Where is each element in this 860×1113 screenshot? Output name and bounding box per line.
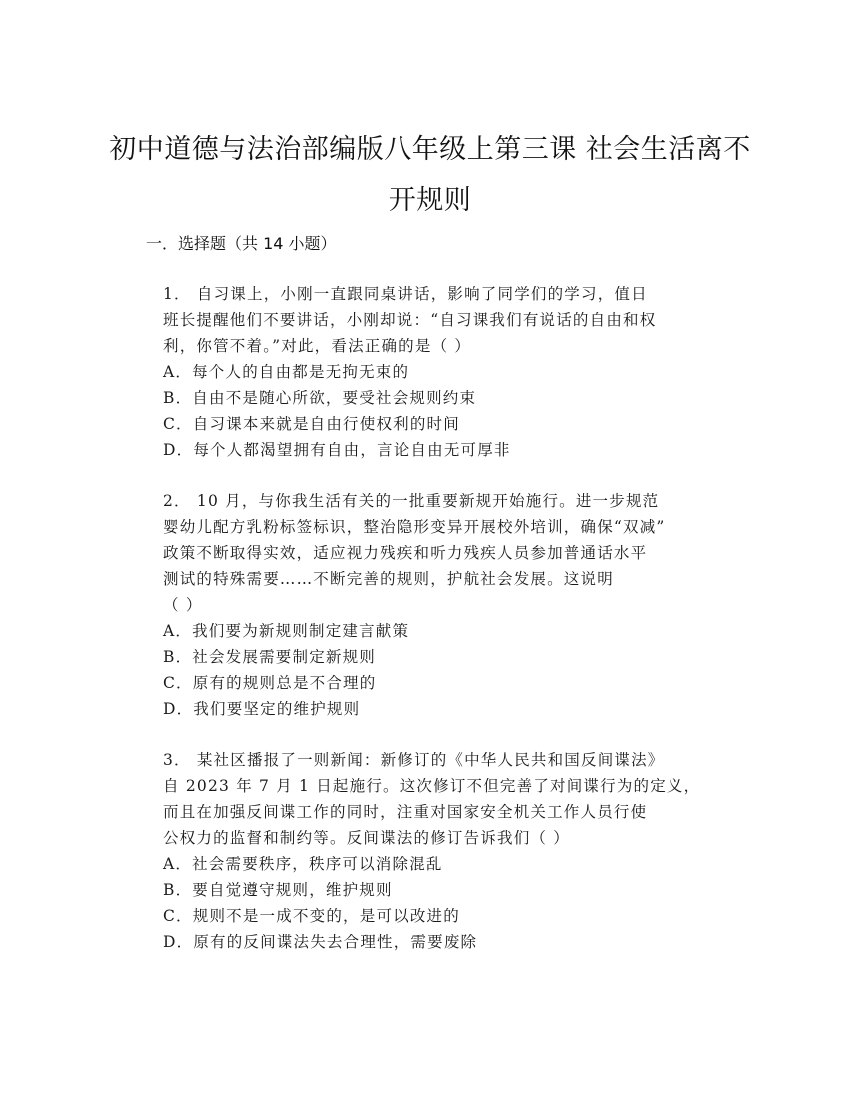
question-2-option-b: B．社会发展需要制定新规则 <box>163 648 376 666</box>
question-2-option-d: D．我们要坚定的维护规则 <box>163 700 361 718</box>
question-1-stem-line: 利，你管不着。”对此，看法正确的是（ ） <box>163 337 472 355</box>
question-3-option-c: C．规则不是一成不变的，是可以改进的 <box>163 907 460 925</box>
page-title-line-2: 开规则 <box>388 185 472 216</box>
question-2-stem-line: 测试的特殊需要……不断完善的规则，护航社会发展。这说明 <box>163 570 614 588</box>
question-3-option-a: A．社会需要秩序，秩序可以消除混乱 <box>163 855 443 873</box>
question-3-stem-line: 公权力的监督和制约等。反间谍法的修订告诉我们（ ） <box>163 829 570 847</box>
question-3-stem-line: 而且在加强反间谍工作的同时，注重对国家安全机关工作人员行使 <box>163 803 648 821</box>
section-heading: 一．选择题（共 14 小题） <box>146 234 337 253</box>
question-1-option-a: A．每个人的自由都是无拘无束的 <box>163 363 410 381</box>
question-1-option-d: D．每个人都渴望拥有自由，言论自由无可厚非 <box>163 441 511 459</box>
question-3-stem-line: 3． 某社区播报了一则新闻：新修订的《中华人民共和国反间谍法》 <box>163 751 665 769</box>
page-title-line-1: 初中道德与法治部编版八年级上第三课 社会生活离不 <box>109 134 751 165</box>
question-1-option-b: B．自由不是随心所欲，要受社会规则约束 <box>163 389 477 407</box>
question-2-answer-bracket: （ ） <box>163 596 203 614</box>
question-3-option-d: D．原有的反间谍法失去合理性，需要废除 <box>163 933 478 951</box>
question-1-option-c: C．自习课本来就是自由行使权利的时间 <box>163 415 460 433</box>
question-1-stem-line: 1． 自习课上，小刚一直跟同桌讲话，影响了同学们的学习，值日 <box>163 285 648 303</box>
question-1-stem-line: 班长提醒他们不要讲话，小刚却说：“自习课我们有说话的自由和权 <box>163 311 657 329</box>
question-3-stem-line: 自 2023 年 7 月 1 日起施行。这次修订不但完善了对间谍行为的定义， <box>163 777 701 795</box>
question-3-option-b: B．要自觉遵守规则，维护规则 <box>163 881 393 899</box>
question-2-stem-line: 政策不断取得实效，适应视力残疾和听力残疾人员参加普通话水平 <box>163 544 648 562</box>
question-2-option-c: C．原有的规则总是不合理的 <box>163 674 377 692</box>
question-2-stem-line: 婴幼儿配方乳粉标签标识，整治隐形变异开展校外培训，确保“双减” <box>163 518 666 536</box>
question-2-option-a: A．我们要为新规则制定建言献策 <box>163 622 410 640</box>
question-2-stem-line: 2． 10 月，与你我生活有关的一批重要新规开始施行。进一步规范 <box>163 492 660 510</box>
